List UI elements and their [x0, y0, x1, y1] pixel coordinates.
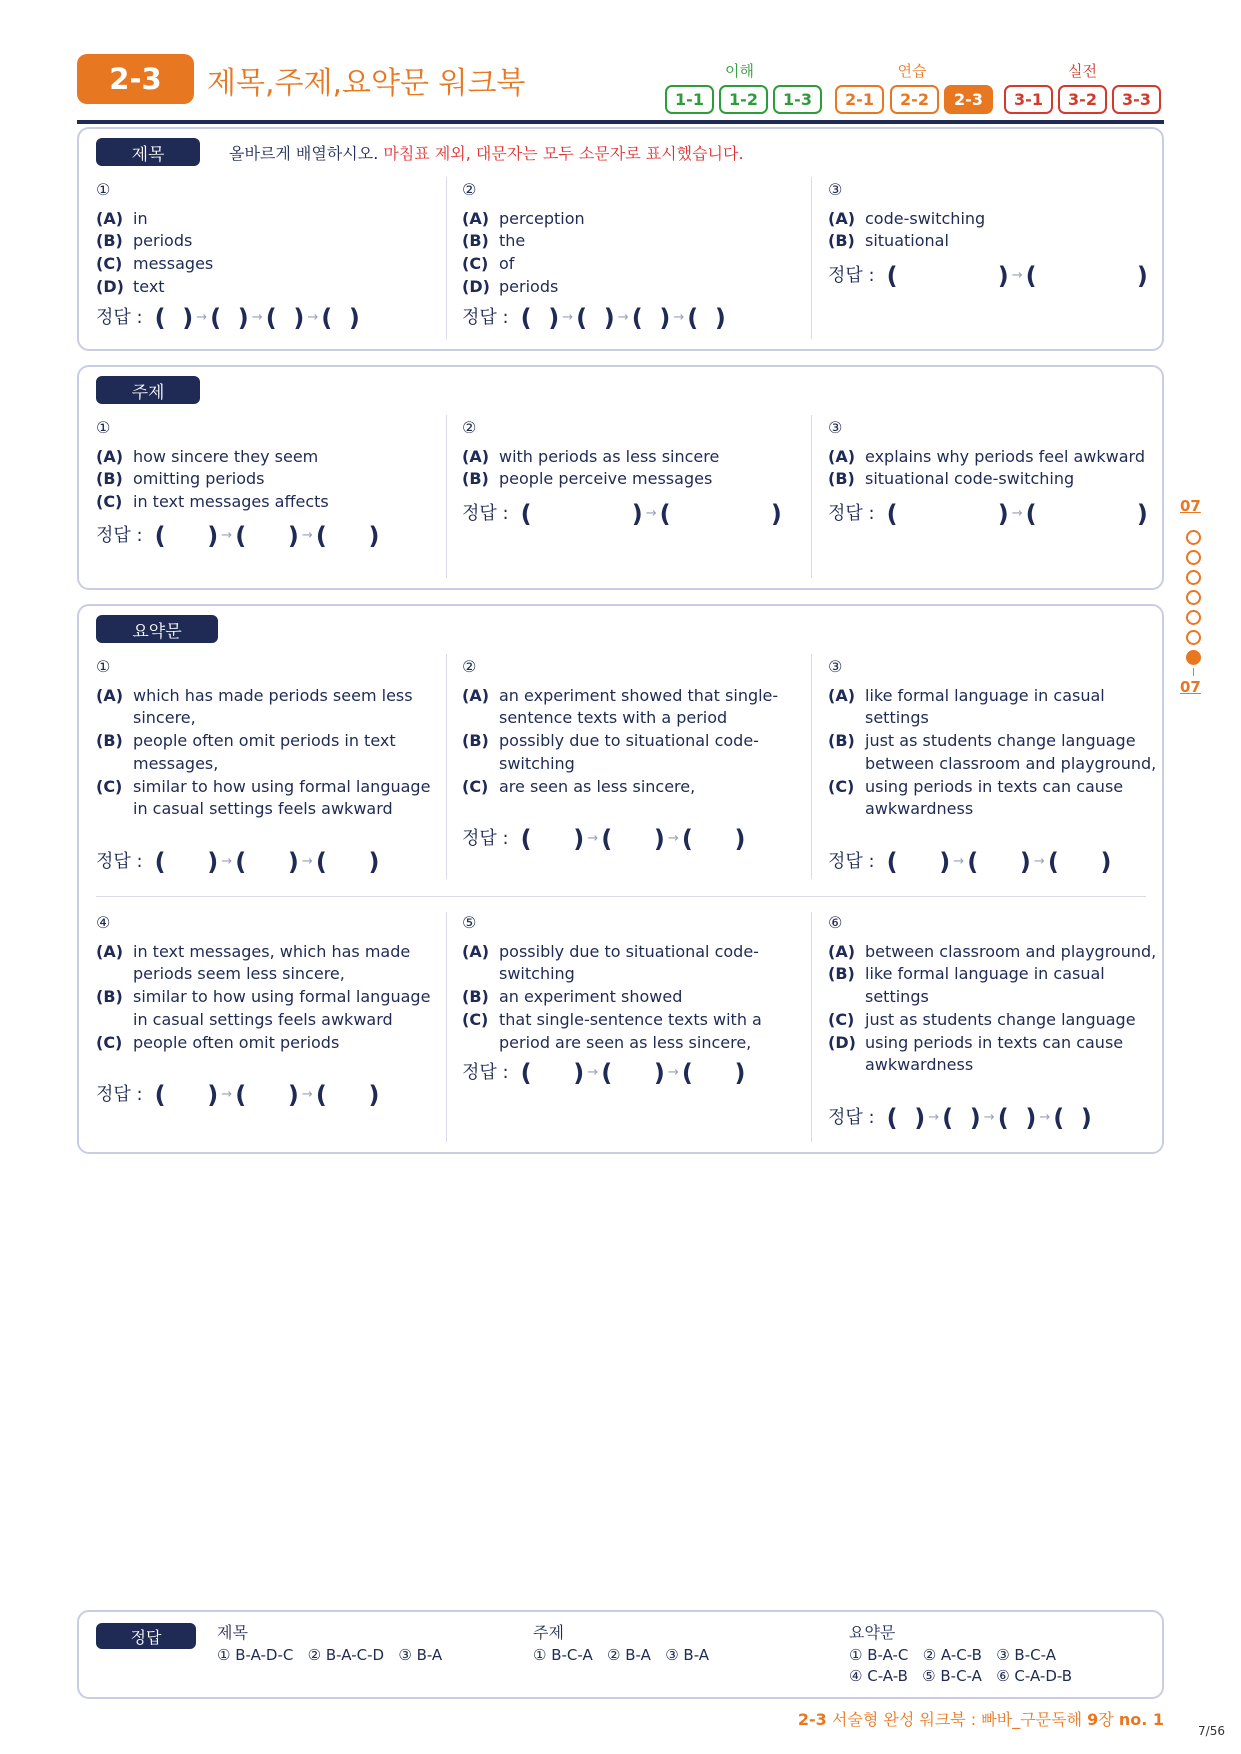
answer-blank[interactable]: 정답 : ( ) → ( ) → ( ) — [96, 1081, 380, 1109]
level-tab-1-2[interactable]: 1-2 — [719, 85, 768, 114]
header-divider — [77, 120, 1164, 124]
option-row: (A) with periods as less sincere — [462, 446, 720, 466]
answer-blank[interactable]: 정답 : ( ) → ( ) — [462, 500, 782, 528]
option-row: (A) in text messages, which has made periods seem less sincere, — [96, 941, 411, 984]
side-index-bottom: 07 — [1180, 678, 1201, 696]
option-row: (D) periods — [462, 276, 559, 296]
option-row: (C) are seen as less sincere, — [462, 776, 696, 796]
option-row: (C) of — [462, 254, 515, 274]
summary-section — [77, 604, 1164, 1154]
footer: 2-3 서술형 완성 워크북 : 빠바_구문독해 9장 no. 1 — [797, 1710, 1164, 1729]
progress-dot — [1186, 610, 1201, 625]
column-divider — [446, 415, 447, 578]
column-divider — [446, 177, 447, 339]
option-row: (B) people often omit periods in text messages, — [96, 731, 396, 773]
option-row: (A) perception — [462, 208, 585, 228]
progress-dot — [1186, 550, 1201, 565]
level-group-understand: 이해 — [725, 62, 754, 80]
question-number: ① — [96, 418, 111, 437]
option-row: (B) possibly due to situational code-switching — [462, 731, 759, 773]
option-row: (B) situational — [828, 231, 949, 251]
option-row: (B) an experiment showed — [462, 987, 683, 1007]
summary-question-4 — [96, 912, 431, 1142]
answer-blank[interactable]: 정답 : ( ) → ( ) → ( ) — [828, 848, 1112, 876]
level-tab-1-1[interactable]: 1-1 — [665, 85, 714, 114]
option-row: (C) using periods in texts can cause awkwardness — [828, 776, 1124, 819]
progress-dot — [1186, 590, 1201, 605]
question-number: ③ — [828, 657, 843, 676]
option-row: (A) an experiment showed that single-sentence texts with a period — [462, 685, 779, 728]
option-row: (C) messages — [96, 254, 214, 274]
option-row: (C) that single-sentence texts with a period are seen as less sincere, — [462, 1009, 762, 1052]
section-label-topic: 주제 — [96, 376, 200, 404]
summary-question-1 — [96, 656, 431, 886]
answer-blank[interactable]: 정답 : ( ) → ( ) → ( ) → ( ) — [462, 304, 726, 332]
question-number: ⑥ — [828, 913, 843, 932]
question-number: ① — [96, 180, 111, 199]
unit-badge: 2-3 — [77, 54, 194, 104]
option-row: (B) situational code-switching — [828, 469, 1075, 489]
option-row: (A) in — [96, 208, 148, 228]
progress-dot — [1186, 570, 1201, 585]
summary-question-2 — [462, 656, 797, 886]
option-row: (C) in text messages affects — [96, 492, 329, 512]
option-row: (A) like formal language in casual settings — [828, 685, 1105, 728]
option-row: (C) people often omit periods — [96, 1032, 340, 1052]
answer-blank[interactable]: 정답 : ( ) → ( ) → ( ) → ( ) — [828, 1104, 1092, 1132]
option-row: (B) omitting periods — [96, 469, 265, 489]
topic-question-3 — [828, 417, 1163, 577]
question-number: ② — [462, 657, 477, 676]
answer-key-label: 정답 — [96, 1623, 196, 1649]
question-number: ③ — [828, 418, 843, 437]
option-row: (A) between classroom and playground, — [828, 941, 1157, 961]
answer-key-title: 제목 ① B-A-D-C ② B-A-C-D ③ B-A — [217, 1623, 443, 1664]
option-row: (A) which has made periods seem less sincere, — [96, 685, 413, 728]
title-question-1 — [96, 179, 431, 339]
answer-key — [77, 1610, 1164, 1699]
answer-key-summary: 요약문 ① B-A-C ② A-C-B ③ B-C-A ④ C-A-B ⑤ B-C-A ⑥ C-A-D-B — [849, 1623, 1073, 1685]
column-divider — [811, 912, 812, 1142]
option-row: (C) just as students change language — [828, 1009, 1136, 1029]
option-row: (B) similar to how using formal language in casual settings feels awkward — [96, 987, 431, 1029]
level-group-practice: 연습 — [897, 62, 927, 80]
option-row: (D) using periods in texts can cause awkwardness — [828, 1032, 1124, 1075]
side-index-line — [1193, 668, 1194, 676]
instruction: 올바르게 배열하시오. 마침표 제외, 대문자는 모두 소문자로 표시했습니다. — [229, 144, 744, 163]
level-tab-1-3[interactable]: 1-3 — [773, 85, 822, 114]
column-divider — [446, 912, 447, 1142]
title-question-2 — [462, 179, 797, 339]
answer-blank[interactable]: 정답 : ( ) → ( ) — [828, 500, 1148, 528]
option-row: (B) people perceive messages — [462, 469, 713, 489]
answer-blank[interactable]: 정답 : ( ) → ( ) — [828, 262, 1148, 290]
option-row: (A) explains why periods feel awkward — [828, 446, 1145, 466]
question-number: ③ — [828, 180, 843, 199]
row-divider — [96, 896, 1146, 897]
level-tab-2-1[interactable]: 2-1 — [835, 85, 884, 114]
question-number: ④ — [96, 913, 111, 932]
question-number: ② — [462, 418, 477, 437]
level-tab-3-2[interactable]: 3-2 — [1058, 85, 1107, 114]
page-title: 제목,주제,요약문 워크북 — [207, 66, 526, 101]
answer-blank[interactable]: 정답 : ( ) → ( ) → ( ) — [462, 825, 746, 853]
column-divider — [811, 415, 812, 578]
answer-blank[interactable]: 정답 : ( ) → ( ) → ( ) — [462, 1059, 746, 1087]
title-section — [77, 127, 1164, 351]
summary-question-6 — [828, 912, 1163, 1142]
column-divider — [811, 177, 812, 339]
option-row: (A) how sincere they seem — [96, 446, 319, 466]
answer-blank[interactable]: 정답 : ( ) → ( ) → ( ) — [96, 522, 380, 550]
level-tab-3-3[interactable]: 3-3 — [1112, 85, 1161, 114]
summary-question-5 — [462, 912, 797, 1142]
question-number: ② — [462, 180, 477, 199]
topic-question-1 — [96, 417, 431, 577]
level-tab-2-3[interactable]: 2-3 — [944, 85, 993, 114]
summary-question-3 — [828, 656, 1163, 886]
progress-dot — [1186, 630, 1201, 645]
column-divider — [446, 654, 447, 879]
section-label-title: 제목 — [96, 138, 200, 166]
topic-section — [77, 365, 1164, 590]
page-number: 7/56 — [1198, 1724, 1225, 1738]
option-row: (B) periods — [96, 231, 193, 251]
option-row: (C) similar to how using formal language in casual settings feels awkward — [96, 776, 431, 819]
level-tab-2-2[interactable]: 2-2 — [890, 85, 939, 114]
question-number: ① — [96, 657, 111, 676]
question-number: ⑤ — [462, 913, 477, 932]
answer-blank[interactable]: 정답 : ( ) → ( ) → ( ) → ( ) — [96, 304, 360, 332]
option-row: (B) the — [462, 231, 526, 251]
progress-dot-current — [1186, 650, 1201, 665]
topic-question-2 — [462, 417, 797, 577]
option-row: (B) like formal language in casual settings — [828, 964, 1105, 1007]
option-row: (D) text — [96, 276, 165, 296]
answer-blank[interactable]: 정답 : ( ) → ( ) → ( ) — [96, 848, 380, 876]
option-row: (A) possibly due to situational code-switching — [462, 941, 759, 984]
instruction-note: 마침표 제외, 대문자는 모두 소문자로 표시했습니다. — [383, 144, 744, 163]
answer-key-topic: 주제 ① B-C-A ② B-A ③ B-A — [533, 1623, 710, 1664]
column-divider — [811, 654, 812, 879]
side-index-top: 07 — [1180, 497, 1201, 515]
progress-dot — [1186, 530, 1201, 545]
title-question-3 — [828, 179, 1163, 339]
option-row: (B) just as students change language between classroom and playground, — [828, 731, 1157, 773]
section-label-summary: 요약문 — [96, 615, 218, 643]
option-row: (A) code-switching — [828, 208, 986, 228]
level-tab-3-1[interactable]: 3-1 — [1004, 85, 1053, 114]
level-group-real: 실전 — [1068, 62, 1097, 80]
